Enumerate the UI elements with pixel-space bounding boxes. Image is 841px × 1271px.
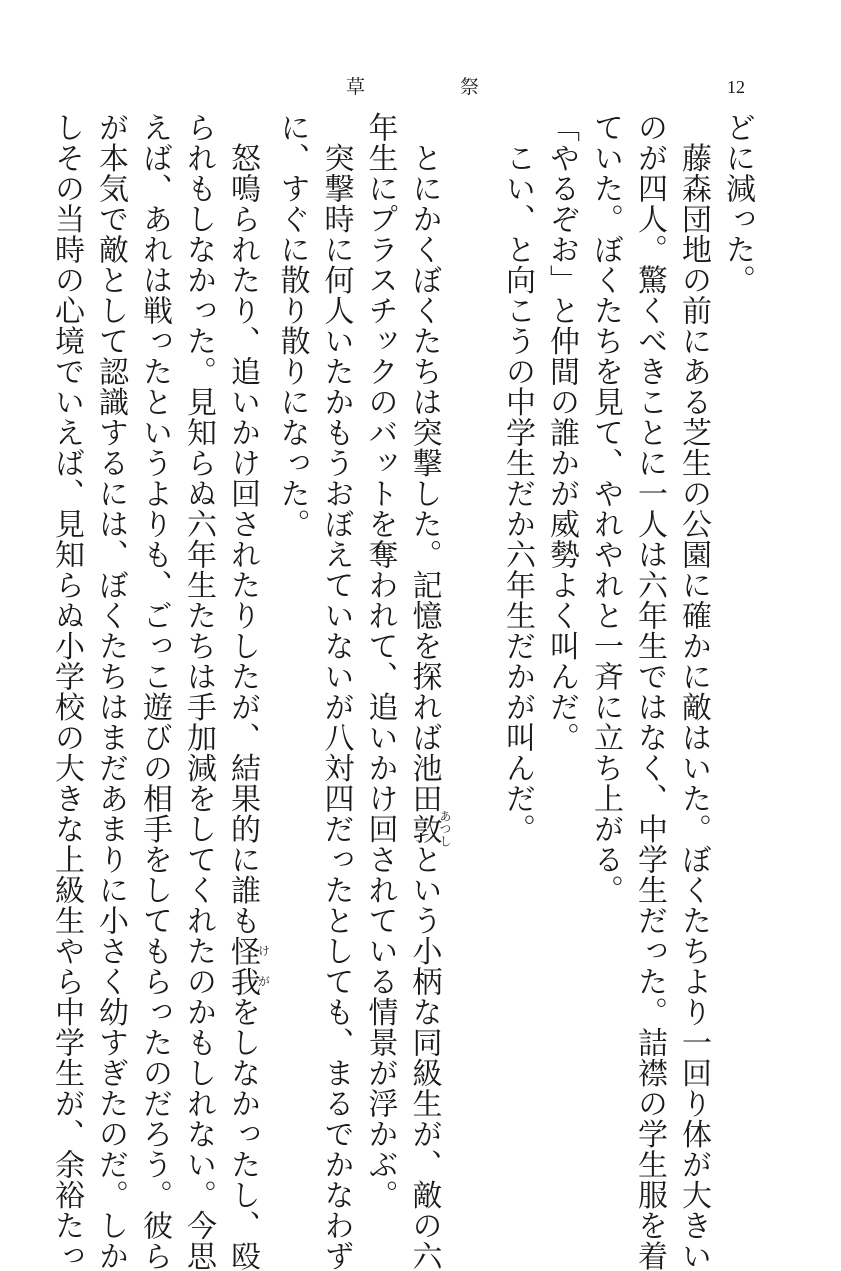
- running-head-title-first-char: 草: [346, 72, 365, 102]
- text-line-16: しその当時の心境でいえば、見知らぬ小学校の大きな上級生やら中学生が、余裕たっ: [44, 112, 88, 1122]
- text-line-12-head: 怒鳴られたり、追いかけ回されたりしたが、結果的に誰も: [225, 112, 260, 936]
- text-line-4: ていた。ぼくたちを見て、やれやれと一斉に立ち上がる。: [583, 112, 627, 1122]
- text-line-15: が本気で敵として認識するには、ぼくたちはまだあまりに小さく幼すぎたのだ。しか: [88, 112, 132, 1122]
- ruby-word-atsushi: 敦あつし: [407, 814, 442, 845]
- ruby-reading-atsushi: あつし: [438, 810, 452, 848]
- text-line-8-tail: という小柄な同級生が、敵の六: [407, 844, 442, 1271]
- text-line-9: 年生にプラスチックのバットを奪われて、追いかけ回されている情景が浮かぶ。: [358, 112, 402, 1122]
- page-number: 12: [727, 72, 745, 102]
- text-line-8: [402, 112, 452, 1122]
- text-line-11: に、すぐに散り散りになった。: [270, 112, 314, 1122]
- text-line-1: どに減った。: [715, 112, 759, 1122]
- text-line-12: [220, 112, 270, 1122]
- section-break: [451, 112, 495, 1122]
- text-line-8-head: とにかくぼくたちは突撃した。記憶を探れば池田: [407, 112, 442, 814]
- text-line-10: 突撃時に何人いたかもうおぼえていないが八対四だったとしても、まるでかなわず: [314, 112, 358, 1122]
- text-line-12-tail: をしなかったし、殴: [225, 997, 260, 1271]
- text-line-13: られもしなかった。見知らぬ六年生たちは手加減をしてくれたのかもしれない。今思: [176, 112, 220, 1122]
- text-line-2: 藤森団地の前にある芝生の公園に確かに敵はいた。ぼくたちより一回り体が大きい: [671, 112, 715, 1122]
- text-line-14: えば、あれは戦ったというよりも、ごっこ遊びの相手をしてもらったのだろう。彼ら: [132, 112, 176, 1122]
- text-line-6: こい、と向こうの中学生だか六年生だかが叫んだ。: [495, 112, 539, 1122]
- body-text: [79, 112, 759, 1122]
- text-line-5: 「やるぞお」と仲間の誰かが威勢よく叫んだ。: [539, 112, 583, 1122]
- text-line-3: のが四人。驚くべきことに一人は六年生ではなく、中学生だった。詰襟の学生服を着: [627, 112, 671, 1122]
- ruby-reading-kega: けが: [257, 936, 271, 997]
- ruby-word-kega: 怪我けが: [225, 936, 260, 997]
- running-head-title-second-char: 祭: [460, 72, 479, 102]
